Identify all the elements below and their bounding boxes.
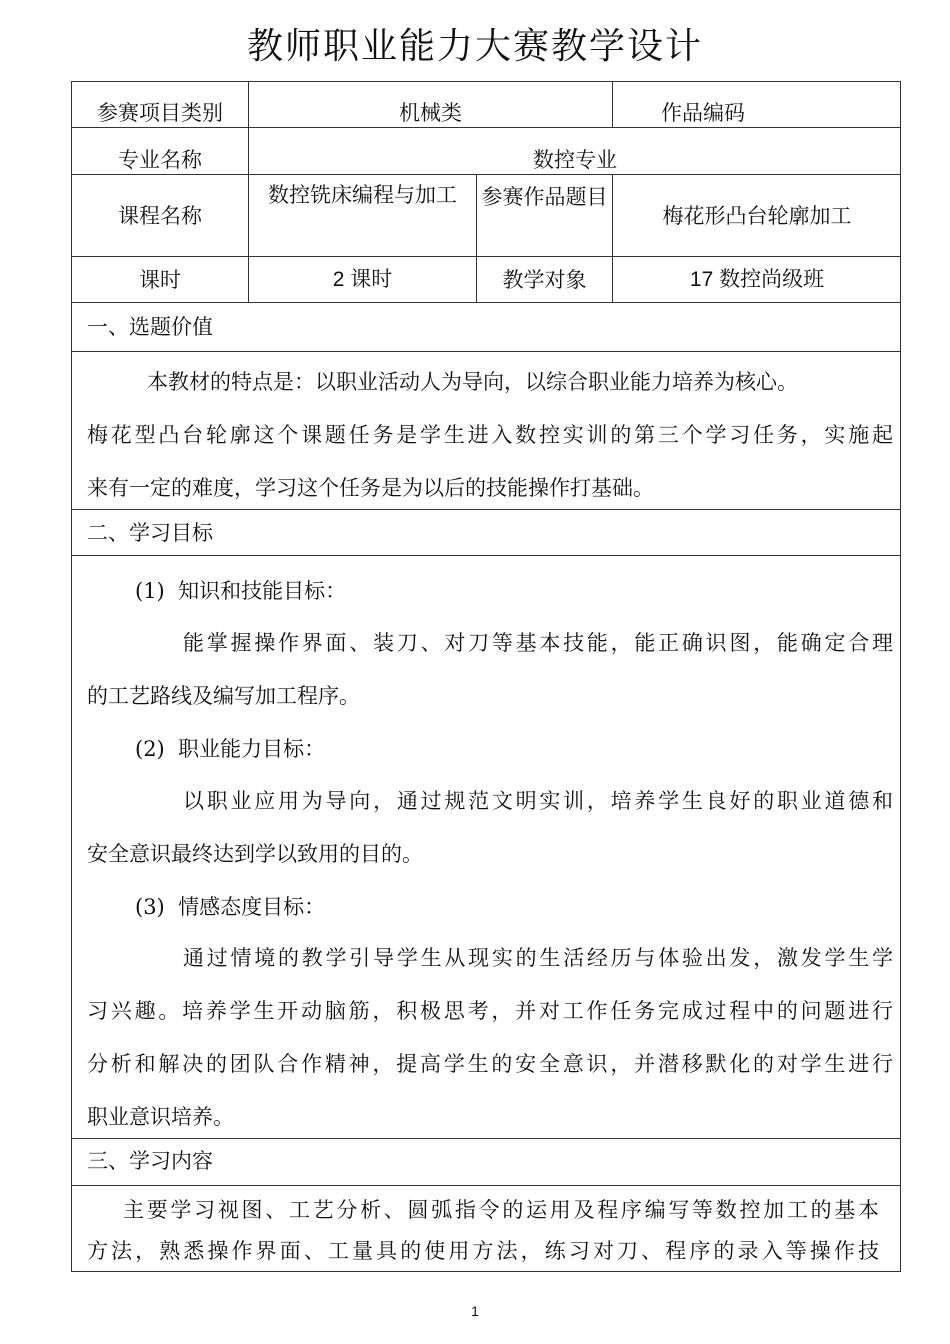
code-label: 作品编码 [661,101,745,125]
row-divider [71,1185,901,1186]
goal-heading-career [135,734,325,764]
page-title: 教师职业能力大赛教学设计 [246,26,703,67]
paragraph-line: 通过情境的教学引导学生从现实的生活经历与体验出发，激发学生学 [183,946,893,970]
page-number: 1 [471,1303,479,1319]
section-heading-topic-value: 一、选题价值 [87,315,213,339]
section-heading-objectives: 二、学习目标 [87,521,213,545]
paragraph-line: 分析和解决的团队合作精神，提高学生的安全意识，并潜移默化的对学生进行 [87,1052,893,1076]
course-label: 课程名称 [118,203,202,228]
goal-body-career [87,775,893,881]
content-paragraph [87,1190,879,1272]
paragraph-line: 职业意识培养。 [87,1105,234,1129]
category-value: 机械类 [399,101,462,125]
major-label: 专业名称 [118,148,202,172]
paragraph-line: 能掌握操作界面、装刀、对刀等基本技能，能正确识图，能确定合理 [183,631,893,655]
row-divider [71,302,901,303]
paragraph-line: 主要学习视图、工艺分析、圆弧指令的运用及程序编写等数控加工的基本 [123,1198,879,1222]
paragraph-line: 习兴趣。培养学生开动脑筋，积极思考，并对工作任务完成过程中的问题进行 [87,999,893,1023]
topic-value-paragraph [87,356,893,515]
paragraph-line: 来有一定的难度，学习这个任务是为以后的技能操作打基础。 [87,476,654,500]
category-label: 参赛项目类别 [97,101,223,125]
goal-title: 职业能力目标： [178,737,326,761]
goal-heading-attitude [135,892,325,922]
topic-value: 梅花形凸台轮廓加工 [662,203,852,228]
paragraph-line: 本教材的特点是：以职业活动人为导向，以综合职业能力培养为核心。 [147,370,798,394]
hours-value: 2 课时 [332,267,393,291]
row-divider [71,351,901,352]
paragraph-line: 安全意识最终达到学以致用的目的。 [87,842,423,866]
goal-heading-knowledge [135,576,346,606]
hours-label: 课时 [139,267,181,292]
major-value: 数控专业 [533,148,617,172]
row-divider [71,555,901,556]
goal-number: (3) [135,895,165,919]
audience-value: 17 数控尚级班 [689,267,825,291]
paragraph-line: 方法，熟悉操作界面、工量具的使用方法，练习对刀、程序的录入等操作技 [87,1239,879,1263]
goal-title: 情感态度目标： [178,895,326,919]
course-value: 数控铣床编程与加工 [268,183,457,207]
goal-number: (1) [135,579,165,603]
paragraph-line: 梅花型凸台轮廓这个课题任务是学生进入数控实训的第三个学习任务，实施起 [87,423,893,447]
goal-body-knowledge [87,617,893,723]
audience-label: 教学对象 [502,267,587,292]
goal-body-attitude [87,932,893,1144]
paragraph-line: 以职业应用为导向，通过规范文明实训，培养学生良好的职业道德和 [183,789,893,813]
topic-label: 参赛作品题目 [481,185,608,209]
paragraph-line: 的工艺路线及编写加工程序。 [87,684,360,708]
goal-title: 知识和技能目标： [178,579,347,603]
section-heading-content: 三、学习内容 [87,1149,213,1173]
goal-number: (2) [135,737,165,761]
